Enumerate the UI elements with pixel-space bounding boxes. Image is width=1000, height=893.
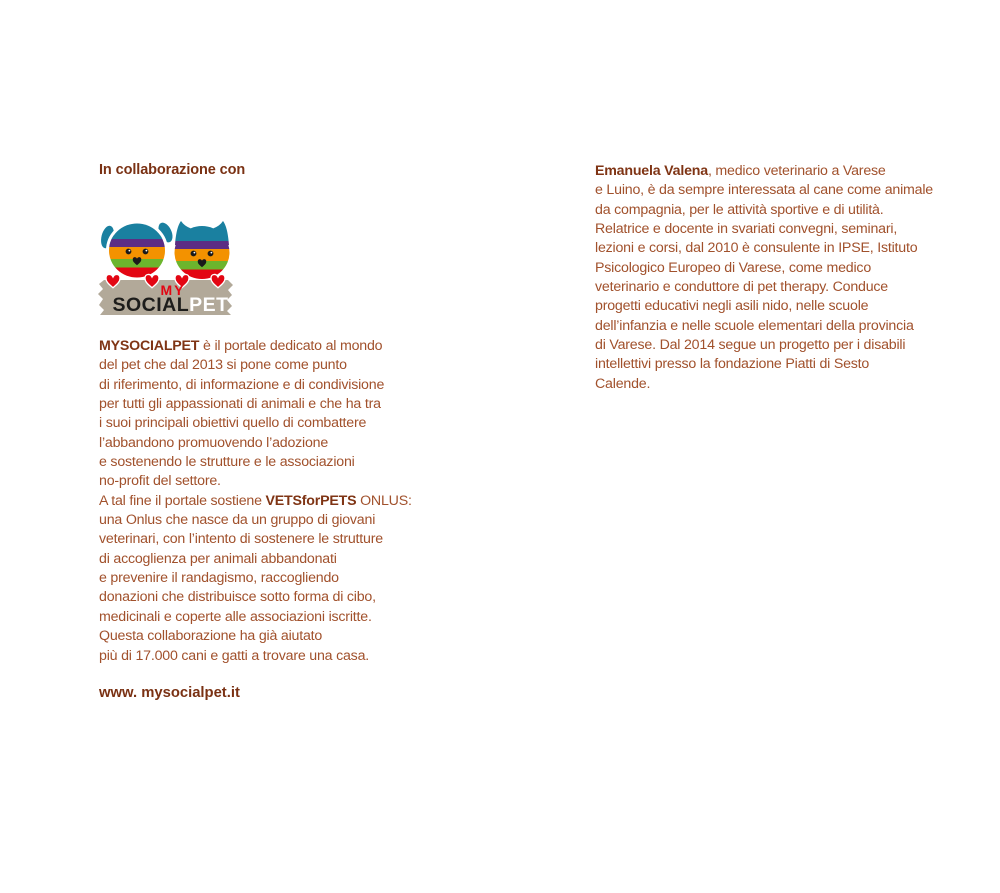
text: medicinali e coperte alle associazioni iscritte. xyxy=(99,608,372,625)
paragraph-line xyxy=(99,530,412,549)
logo-word-pet: PET xyxy=(189,294,229,316)
cat-eye-highlight xyxy=(194,252,196,254)
text: intellettivi presso la fondazione Piatti di Sesto xyxy=(595,356,870,373)
cat-eye-highlight xyxy=(211,252,213,254)
text: Relatrice e docente in svariati convegni, seminari, xyxy=(595,221,898,238)
text: più di 17.000 cani e gatti a trovare una casa. xyxy=(99,647,370,664)
text: di riferimento, di informazione e di condivisione xyxy=(99,376,385,393)
paragraph-line xyxy=(99,492,412,511)
website-url: www. mysocialpet.it xyxy=(99,685,240,701)
cat-stripe-purple xyxy=(174,241,231,249)
paragraph-line xyxy=(595,278,933,297)
paragraph-line xyxy=(595,181,933,200)
bold-text: VETSforPETS xyxy=(265,492,357,509)
paragraph-line xyxy=(595,201,933,220)
cat-eye-left-icon xyxy=(191,251,197,257)
text: l’abbandono promuovendo l’adozione xyxy=(99,434,329,451)
text: una Onlus che nasce da un gruppo di giovani xyxy=(99,512,376,529)
cat-stripe-orange xyxy=(174,249,231,261)
logo-word-socialpet xyxy=(97,296,237,315)
text: e sostenendo le strutture e le associazioni xyxy=(99,454,355,471)
text: di accoglienza per animali abbandonati xyxy=(99,550,337,567)
text: veterinario e conduttore di pet therapy. Conduce xyxy=(595,279,888,296)
paragraph-line xyxy=(99,627,412,646)
paragraph-line xyxy=(595,317,933,336)
text: e Luino, è da sempre interessata al cane come animale xyxy=(595,182,933,199)
text: donazioni che distribuisce sotto forma di cibo, xyxy=(99,589,376,606)
collaboration-heading: In collaborazione con xyxy=(99,162,246,178)
paragraph-line xyxy=(595,239,933,258)
paragraph-line xyxy=(99,647,412,666)
text: lezioni e corsi, dal 2010 è consulente in IPSE, Istituto xyxy=(595,240,918,257)
paragraph-line xyxy=(99,434,412,453)
paragraph-line xyxy=(595,336,933,355)
logo-word-social: SOCIAL xyxy=(112,294,190,316)
bold-text: Emanuela Valena xyxy=(595,163,708,179)
paragraph-line xyxy=(99,588,412,607)
cat-stripe-teal xyxy=(174,219,231,241)
cat-eye-right-icon xyxy=(208,251,214,257)
paragraph-line xyxy=(99,395,412,414)
dog-stripe-purple xyxy=(107,239,167,247)
paragraph-line xyxy=(595,297,933,316)
bold-text: MYSOCIALPET xyxy=(99,338,200,354)
mysocialpet-paragraph xyxy=(99,337,412,666)
paragraph-line xyxy=(99,356,412,375)
logo-word-my: MY xyxy=(160,282,186,298)
text: A tal fine il portale sostiene xyxy=(99,492,266,509)
paragraph-line xyxy=(99,511,412,530)
text: dell’infanzia e nelle scuole elementari della provincia xyxy=(595,317,914,334)
text: , medico veterinario a Varese xyxy=(707,163,886,179)
mysocialpet-logo xyxy=(97,219,237,319)
text: e prevenire il randagismo, raccogliendo xyxy=(99,570,339,587)
paragraph-line xyxy=(99,550,412,569)
text: veterinari, con l’intento di sostenere le strutture xyxy=(99,531,383,548)
emanuela-valena-paragraph xyxy=(595,162,933,394)
paragraph-line xyxy=(99,337,412,356)
text: no-profit del settore. xyxy=(99,473,221,490)
text: è il portale dedicato al mondo xyxy=(199,338,383,354)
dog-eye-highlight xyxy=(129,250,131,252)
paragraph-line xyxy=(99,608,412,627)
paragraph-line xyxy=(595,220,933,239)
paragraph-line xyxy=(99,569,412,588)
paragraph-line xyxy=(99,453,412,472)
paragraph-line xyxy=(99,414,412,433)
text: i suoi principali obiettivi quello di combattere xyxy=(99,415,367,432)
text: progetti educativi negli asili nido, nelle scuole xyxy=(595,298,869,315)
paragraph-line xyxy=(595,375,933,394)
paragraph-line xyxy=(595,259,933,278)
dog-eye-right-icon xyxy=(143,249,149,255)
dog-eye-highlight xyxy=(146,250,148,252)
text: di Varese. Dal 2014 segue un progetto per i disabili xyxy=(595,337,906,354)
paragraph-line xyxy=(99,472,412,491)
paragraph-line xyxy=(595,355,933,374)
text: Calende. xyxy=(595,375,651,392)
dog-stripe-orange xyxy=(107,247,167,259)
text: del pet che dal 2013 si pone come punto xyxy=(99,357,347,374)
cat-icon xyxy=(174,219,231,280)
text: ONLUS: xyxy=(356,492,412,509)
text: Questa collaborazione ha già aiutato xyxy=(99,628,323,645)
text: Psicologico Europeo di Varese, come medico xyxy=(595,259,872,276)
text: per tutti gli appassionati di animali e che ha tra xyxy=(99,396,381,413)
text: da compagnia, per le attività sportive e di utilità. xyxy=(595,201,884,218)
paragraph-line xyxy=(99,376,412,395)
paragraph-line xyxy=(595,162,933,181)
dog-eye-left-icon xyxy=(126,249,132,255)
